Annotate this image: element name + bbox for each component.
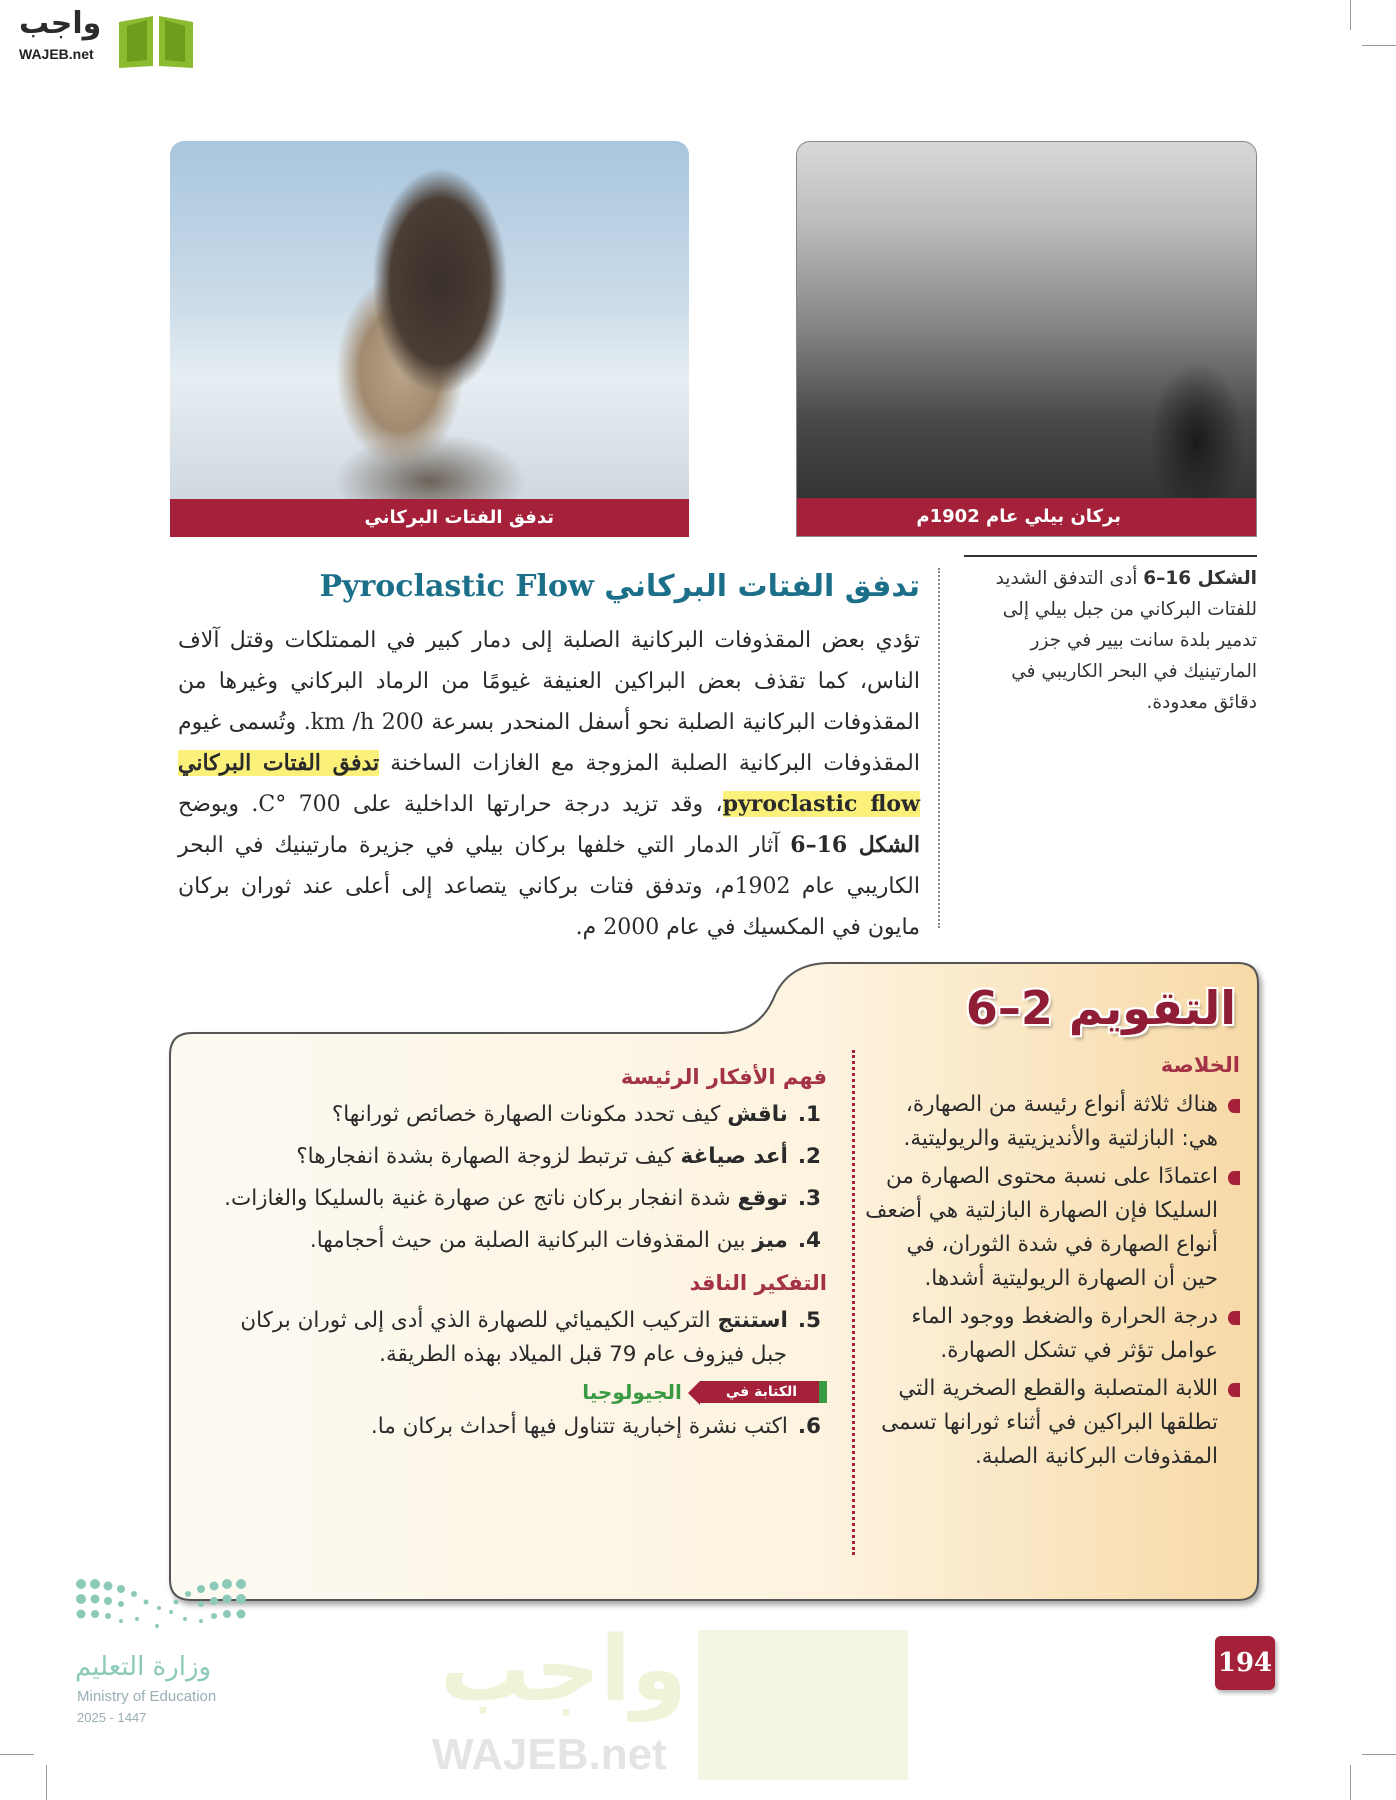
summary-text: اللابة المتصلبة والقطع الصخرية التي تطلقها البراكين في أثناء ثورانها تسمى المقذوفات البركانية الصلبة. (881, 1376, 1218, 1469)
logo-text-ar: واجب (19, 6, 102, 41)
crop-mark (0, 1754, 34, 1755)
photo-caption: بركان بيلي عام 1902م (797, 498, 1256, 536)
bullet-icon (1228, 1311, 1240, 1325)
questions-section (195, 1062, 827, 1452)
question-number: 5. (797, 1308, 821, 1333)
question-text: شدة انفجار بركان ناتج عن صهارة غنية بالسليكا والغازات. (224, 1186, 731, 1211)
summary-item (865, 1088, 1240, 1156)
crop-mark (1350, 1765, 1351, 1800)
question-number: 2. (797, 1144, 821, 1169)
writing-in-geology-label (195, 1380, 827, 1404)
question-number: 4. (797, 1228, 821, 1253)
summary-section (865, 1050, 1240, 1478)
question-verb: استنتج (717, 1308, 788, 1333)
writing-subject: الجيولوجيا (582, 1380, 682, 1404)
question-verb: ميز (752, 1228, 788, 1253)
question-item (195, 1140, 827, 1174)
question-item (195, 1410, 827, 1444)
question-text: بين المقذوفات البركانية الصلبة من حيث أحجامها. (309, 1228, 746, 1253)
ministry-year: 2025 - 1447 (77, 1710, 147, 1725)
crop-mark (1350, 0, 1351, 30)
heading-en: Pyroclastic Flow (319, 569, 594, 604)
review-divider (852, 1050, 855, 1555)
summary-item (865, 1372, 1240, 1474)
photo-caption: تدفق الفتات البركاني (170, 499, 689, 537)
bullet-icon (1228, 1171, 1240, 1185)
crop-mark (46, 1765, 47, 1800)
question-item (195, 1224, 827, 1258)
question-verb: أعد صياغة (680, 1144, 788, 1169)
paragraph-text: ، وقد تزيد درجة حرارتها الداخلية على 700 °C. ويوضح (178, 792, 723, 817)
writing-badge: الكتابة في (700, 1381, 827, 1403)
figure-reference: الشكل 16–6 (790, 832, 921, 858)
question-text: كيف تحدد مكونات الصهارة خصائص ثورانها؟ (331, 1102, 721, 1127)
watermark-text-en: WAJEB.net (432, 1730, 667, 1779)
logo-text-en: WAJEB.net (19, 46, 94, 62)
mount-pelee-1902-photo (796, 141, 1257, 537)
question-number: 3. (797, 1186, 821, 1211)
main-ideas-heading: فهم الأفكار الرئيسة (620, 1065, 827, 1089)
question-text: كيف ترتبط لزوجة الصهارة بشدة انفجارها؟ (296, 1144, 674, 1169)
question-number: 1. (797, 1102, 821, 1127)
bullet-icon (1228, 1099, 1240, 1113)
question-verb: توقع (737, 1186, 788, 1211)
wajeb-watermark (430, 1617, 930, 1785)
paragraph-text: تؤدي بعض المقذوفات البركانية الصلبة إلى دمار كبير في الممتلكات وقتل آلاف الناس، كما تقذف بعض البراكين العنيفة غيومًا من الرماد البركاني وغيرها من المقذوفات البركانية الصلبة نحو أسفل المنحدر بسرعة 200 km /h. وتُسمى غيوم المقذوفات البركانية الصلبة المزوجة مع الغازات الساخنة (178, 628, 920, 776)
key-term-ar: تدفق الفتات البركاني (178, 750, 380, 776)
heading-ar: تدفق الفتات البركاني (604, 569, 920, 604)
paragraph-text: آثار الدمار التي خلفها بركان بيلي في جزيرة مارتينيك في البحر الكاريبي عام 1902م، وتدفق فتات بركاني يتصاعد إلى أعلى عند ثوران بركان مايون في المكسيك في عام 2000 م. (178, 833, 921, 940)
figure-caption-text: أدى التدفق الشديد للفتات البركاني من جبل بيلي إلى تدمير بلدة سانت بيير في جزر المارتينيك في البحر الكاريبي في دقائق معدودة. (995, 568, 1257, 713)
summary-text: هناك ثلاثة أنواع رئيسة من الصهارة، هي: البازلتية والأنديزيتية والريوليتية. (903, 1092, 1218, 1151)
ministry-name-en: Ministry of Education (77, 1688, 217, 1705)
watermark-text-ar: واجب (440, 1617, 687, 1722)
figure-label: الشكل 16–6 (1143, 568, 1257, 589)
page-number: 194 (1215, 1636, 1275, 1690)
question-text: اكتب نشرة إخبارية تتناول فيها أحداث بركان ما. (370, 1414, 788, 1439)
body-paragraph (178, 620, 920, 948)
question-text: جبل فيزوف عام 79 قبل الميلاد بهذه الطريقة. (379, 1342, 787, 1367)
question-number: 6. (797, 1414, 821, 1439)
ministry-logo (75, 1578, 255, 1728)
crop-mark (1362, 1754, 1396, 1755)
summary-heading: الخلاصة (1160, 1053, 1240, 1077)
ministry-dots-icon (75, 1578, 247, 1638)
question-item (195, 1098, 827, 1132)
column-divider (938, 568, 940, 928)
bullet-icon (1228, 1383, 1240, 1397)
key-term-en: pyroclastic flow (722, 791, 920, 817)
question-text: التركيب الكيميائي للصهارة الذي أدى إلى ثوران بركان (240, 1308, 711, 1333)
wajeb-logo (9, 6, 194, 68)
ministry-name-ar: وزارة التعليم (75, 1652, 212, 1682)
section-heading (170, 568, 920, 606)
summary-text: درجة الحرارة والضغط ووجود الماء عوامل تؤثر في تشكل الصهارة. (911, 1304, 1218, 1363)
review-title: التقويم 2–6 (965, 981, 1236, 1035)
figure-caption (964, 555, 1257, 718)
question-item (195, 1182, 827, 1216)
critical-thinking-heading: التفكير الناقد (689, 1271, 827, 1295)
question-item (195, 1304, 827, 1372)
summary-item (865, 1160, 1240, 1296)
pyroclastic-flow-photo (170, 141, 689, 537)
summary-text: اعتمادًا على نسبة محتوى الصهارة من السليكا فإن الصهارة البازلتية هي أضعف أنواع الصهارة في شدة الثوران، في حين أن الصهارة الريوليتية أشدها. (865, 1164, 1218, 1291)
crop-mark (1362, 45, 1396, 46)
question-verb: ناقش (727, 1102, 788, 1127)
book-icon (117, 12, 195, 68)
summary-item (865, 1300, 1240, 1368)
book-icon (698, 1630, 908, 1780)
